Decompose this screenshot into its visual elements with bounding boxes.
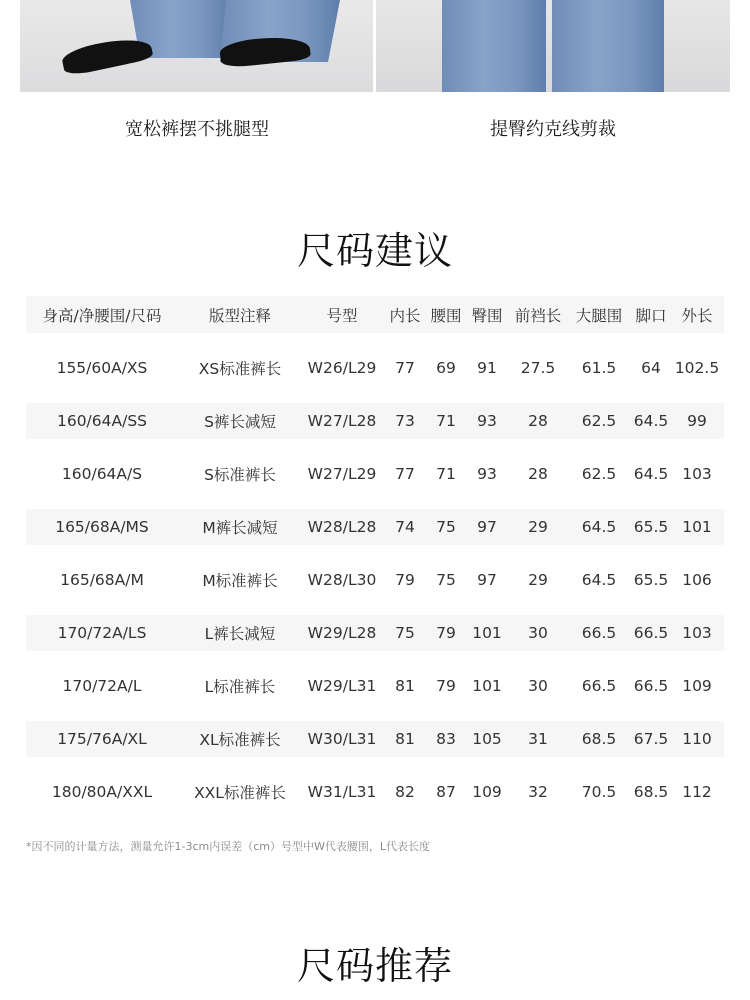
table-cell: 175/76A/XL (57, 730, 147, 748)
table-cell: 91 (477, 359, 497, 377)
jeans-back-left (442, 0, 546, 92)
table-cell: 106 (682, 571, 712, 589)
table-cell: 79 (436, 677, 456, 695)
table-cell: 103 (682, 465, 712, 483)
table-cell: 66.5 (633, 624, 669, 642)
table-cell: 77 (395, 465, 415, 483)
table-cell: 165/68A/MS (55, 518, 149, 536)
product-photo-left (20, 0, 373, 92)
table-cell: 64.5 (581, 518, 617, 536)
table-cell: 61.5 (581, 359, 617, 377)
table-cell: 69 (436, 359, 456, 377)
table-cell: 109 (682, 677, 712, 695)
table-cell: 82 (395, 783, 415, 801)
table-row (26, 509, 724, 545)
table-cell: S标准裤长 (204, 466, 276, 484)
table-cell: 93 (477, 465, 497, 483)
table-cell: 29 (528, 571, 548, 589)
header-cell: 外长 (681, 306, 713, 325)
table-cell: 71 (436, 412, 456, 430)
table-cell: 83 (436, 730, 456, 748)
table-cell: S裤长减短 (204, 413, 276, 431)
table-cell: 110 (682, 730, 712, 748)
table-cell: 27.5 (520, 359, 556, 377)
table-cell: 79 (395, 571, 415, 589)
measurement-note: *因不同的计量方法，测量允许1-3cm内误差（cm）号型中W代表腰围，L代表长度 (26, 840, 430, 853)
table-cell: 28 (528, 412, 548, 430)
table-cell: XL标准裤长 (199, 731, 281, 749)
table-row (26, 721, 724, 757)
table-cell: W26/L29 (307, 359, 377, 377)
table-cell: 105 (472, 730, 502, 748)
table-cell: 81 (395, 730, 415, 748)
table-cell: M裤长减短 (202, 519, 278, 537)
table-cell: W30/L31 (307, 730, 377, 748)
header-cell: 版型注释 (208, 306, 271, 325)
header-cell: 号型 (326, 306, 358, 325)
photo-caption-right: 提臀约克线剪裁 (490, 119, 616, 140)
table-cell: 66.5 (633, 677, 669, 695)
table-cell: XS标准裤长 (198, 360, 282, 378)
table-cell: 64.5 (633, 412, 669, 430)
table-cell: L标准裤长 (204, 678, 276, 696)
product-photo-right (376, 0, 730, 92)
size-suggestion-title: 尺码建议 (296, 229, 453, 273)
table-cell: 170/72A/L (62, 677, 142, 695)
table-cell: 70.5 (581, 783, 617, 801)
table-cell: 62.5 (581, 412, 617, 430)
table-cell: 30 (528, 624, 548, 642)
size-table (26, 296, 724, 810)
header-cell: 臀围 (471, 306, 503, 325)
table-cell: 64.5 (581, 571, 617, 589)
table-cell: 64 (641, 359, 661, 377)
table-header-row (26, 296, 724, 333)
table-cell: 68.5 (581, 730, 617, 748)
table-cell: 32 (528, 783, 548, 801)
header-cell: 脚口 (635, 306, 667, 325)
photo-caption-left: 宽松裤摆不挑腿型 (125, 119, 269, 140)
header-cell: 前裆长 (514, 306, 562, 325)
table-cell: 99 (687, 412, 707, 430)
table-cell: 65.5 (633, 571, 669, 589)
table-cell: W28/L30 (307, 571, 377, 589)
header-cell: 大腿围 (575, 306, 623, 325)
table-cell: 103 (682, 624, 712, 642)
table-cell: 30 (528, 677, 548, 695)
table-cell: 67.5 (633, 730, 669, 748)
table-row (26, 562, 724, 598)
table-row (26, 615, 724, 651)
table-cell: 62.5 (581, 465, 617, 483)
jeans-back-right (552, 0, 664, 92)
table-cell: 101 (472, 677, 502, 695)
table-cell: 81 (395, 677, 415, 695)
table-cell: 68.5 (633, 783, 669, 801)
table-cell: 66.5 (581, 624, 617, 642)
table-cell: 66.5 (581, 677, 617, 695)
table-cell: 170/72A/LS (57, 624, 147, 642)
table-cell: W29/L31 (307, 677, 377, 695)
table-cell: 97 (477, 571, 497, 589)
table-row (26, 668, 724, 704)
table-cell: W27/L29 (307, 465, 377, 483)
table-cell: 102.5 (674, 359, 720, 377)
table-cell: 93 (477, 412, 497, 430)
table-cell: W27/L28 (307, 412, 377, 430)
table-cell: 160/64A/S (61, 465, 143, 483)
table-cell: 29 (528, 518, 548, 536)
table-cell: W28/L28 (307, 518, 377, 536)
table-cell: 112 (682, 783, 712, 801)
header-cell: 身高/净腰围/尺码 (42, 306, 162, 325)
table-cell: 87 (436, 783, 456, 801)
table-row (26, 456, 724, 492)
table-cell: 101 (472, 624, 502, 642)
table-cell: 71 (436, 465, 456, 483)
table-cell: XXL标准裤长 (194, 784, 286, 802)
table-cell: 65.5 (633, 518, 669, 536)
table-cell: 28 (528, 465, 548, 483)
table-cell: 155/60A/XS (56, 359, 148, 377)
table-cell: 101 (682, 518, 712, 536)
table-cell: 74 (395, 518, 415, 536)
table-row (26, 774, 724, 810)
table-cell: 31 (528, 730, 548, 748)
table-cell: 75 (395, 624, 415, 642)
table-cell: M标准裤长 (202, 572, 278, 590)
table-cell: 75 (436, 518, 456, 536)
table-cell: 77 (395, 359, 415, 377)
table-cell: 64.5 (633, 465, 669, 483)
table-row (26, 350, 724, 386)
header-cell: 腰围 (430, 306, 462, 325)
table-row (26, 403, 724, 439)
table-cell: 79 (436, 624, 456, 642)
table-cell: W29/L28 (307, 624, 377, 642)
table-cell: 109 (472, 783, 502, 801)
table-cell: 97 (477, 518, 497, 536)
table-cell: 180/80A/XXL (51, 783, 153, 801)
size-recommendation-title: 尺码推荐 (296, 944, 453, 988)
table-cell: 160/64A/SS (56, 412, 148, 430)
table-cell: 73 (395, 412, 415, 430)
header-cell: 内长 (389, 306, 421, 325)
table-cell: 75 (436, 571, 456, 589)
table-cell: L裤长减短 (204, 625, 276, 643)
table-cell: W31/L31 (307, 783, 377, 801)
table-cell: 165/68A/M (60, 571, 144, 589)
